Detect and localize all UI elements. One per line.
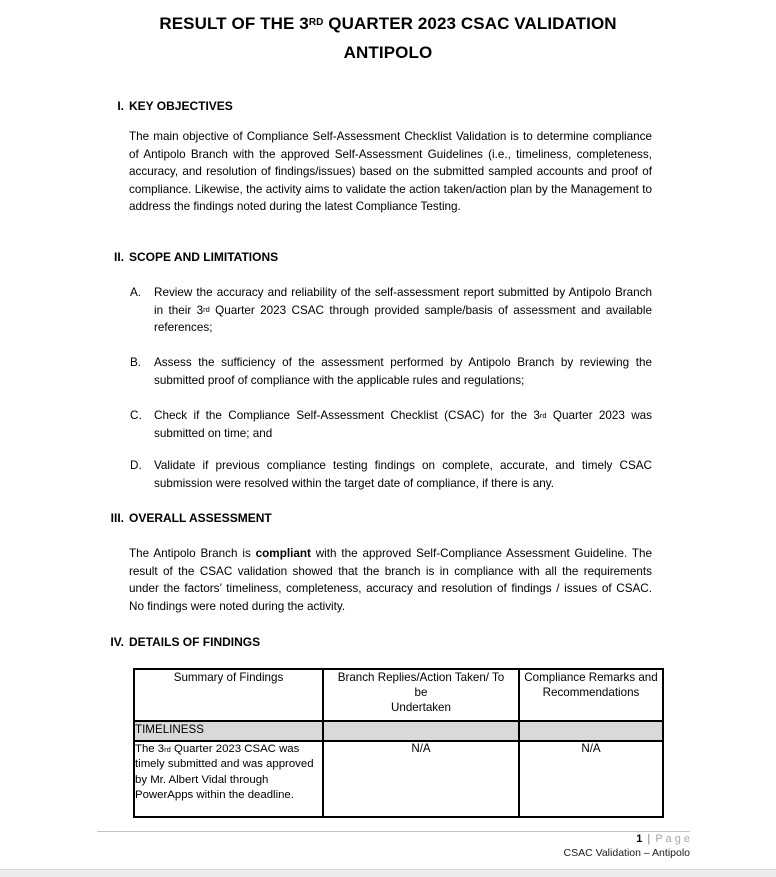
heading-label: OVERALL ASSESSMENT: [129, 511, 272, 525]
ordinal-superscript: rd: [164, 744, 171, 754]
footer-page-number: [0, 833, 690, 846]
category-empty-cell: [323, 721, 519, 741]
title-line-2: ANTIPOLO: [343, 43, 433, 62]
item-text-pre: Assess the sufficiency of the assessment performed by Antipolo Branch by reviewing the submitted proof of compliance with the applicable rules and regulations;: [154, 356, 652, 387]
heading-label: SCOPE AND LIMITATIONS: [129, 250, 279, 264]
paragraph-overall-assessment: [129, 545, 652, 615]
finding-summary-cell: [134, 741, 323, 817]
header-line: Undertaken: [391, 701, 451, 714]
paragraph-key-objectives: The main objective of Compliance Self-Assessment Checklist Validation is to determine compliance of Antipolo Branch with the approved Self-Assessment Guidelines (i.e., timeliness, completeness, accuracy, and resolution of findings/issues) based on the submitted sampled accounts and proof of compliance. Likewise, the activity aims to validate the action taken/action plan by the Management to address the findings noted during the latest Compliance Testing.: [129, 130, 652, 214]
compliant-emphasis: compliant: [255, 547, 311, 560]
header-branch-replies: [323, 669, 519, 721]
item-text-post: Quarter 2023 was submitted on time; and: [154, 409, 652, 440]
heading-number: IV.: [110, 635, 124, 649]
list-item-b: [130, 354, 652, 389]
ordinal-superscript: rd: [203, 305, 210, 315]
section-heading-scope-limitations: [102, 250, 278, 265]
list-marker: B.: [130, 356, 142, 369]
finding-text-post: Quarter 2023 CSAC was timely submitted and was approved by Mr. Albert Vidal through PowerApps within the deadline.: [135, 743, 314, 802]
list-item-c: [130, 407, 652, 442]
heading-label: DETAILS OF FINDINGS: [129, 635, 261, 649]
list-item-text: [154, 407, 652, 442]
list-item-text: [154, 354, 652, 389]
finding-text-pre: The 3: [135, 743, 165, 755]
list-item-d: [130, 457, 652, 492]
list-marker: A.: [130, 286, 142, 299]
table-header-row: [134, 669, 663, 721]
heading-number: II.: [113, 250, 124, 264]
document-title: [7, 9, 769, 67]
list-item-text: [154, 284, 652, 337]
ordinal-superscript: rd: [539, 410, 547, 420]
category-label: TIMELINESS: [134, 721, 323, 741]
heading-label: KEY OBJECTIVES: [129, 99, 233, 113]
footer-divider: [97, 831, 690, 832]
page-separator: |: [647, 833, 651, 845]
item-text-pre: Validate if previous compliance testing findings on complete, accurate, and timely CSAC submission were resolved within the target date of compliance, if there is any.: [154, 459, 652, 490]
header-compliance-remarks: Compliance Remarks and Recommendations: [519, 669, 663, 721]
category-row-timeliness: [134, 721, 663, 741]
heading-number: III.: [110, 511, 124, 525]
heading-number: I.: [117, 99, 124, 113]
table-row: [134, 741, 663, 817]
remarks-cell: N/A: [519, 741, 663, 817]
category-empty-cell: [519, 721, 663, 741]
section-heading-details-of-findings: [102, 635, 260, 650]
item-text-post: Quarter 2023 CSAC through provided sample/basis of assessment and available references;: [154, 303, 653, 335]
header-line: be: [414, 686, 428, 699]
branch-reply-cell: N/A: [323, 741, 519, 817]
section-heading-key-objectives: [102, 99, 233, 114]
title-superscript: RD: [308, 17, 324, 28]
title-text-post: QUARTER 2023 CSAC VALIDATION: [323, 14, 617, 33]
header-line: Branch Replies/Action Taken/ To: [337, 671, 505, 684]
footer-doc-label: CSAC Validation – Antipolo: [563, 847, 690, 859]
title-line-1: [7, 9, 769, 38]
findings-table: [133, 668, 664, 818]
page-word: P a g e: [655, 833, 690, 845]
assessment-text-pre: The Antipolo Branch is: [129, 547, 256, 560]
page-number: 1: [636, 833, 643, 845]
list-marker: D.: [130, 459, 142, 472]
item-text-pre: Review the accuracy and reliability of the self-assessment report submitted by Antipolo Branch in their 3: [154, 286, 652, 317]
title-text-pre: RESULT OF THE 3: [159, 14, 309, 33]
list-item-text: [154, 457, 652, 492]
item-text-pre: Check if the Compliance Self-Assessment Checklist (CSAC) for the 3: [154, 409, 540, 422]
assessment-text-post: with the approved Self-Compliance Assessment Guideline. The result of the CSAC validation showed that the branch is in compliance with all the requirements under the factors’ timeliness, completeness, accuracy and resolution of findings / issues of CSAC. No findings were noted during the activity.: [129, 547, 652, 613]
page-bottom-edge: [0, 869, 776, 877]
list-marker: C.: [130, 409, 142, 422]
section-heading-overall-assessment: [102, 511, 272, 526]
list-item-a: [130, 284, 652, 337]
header-summary-of-findings: Summary of Findings: [134, 669, 323, 721]
